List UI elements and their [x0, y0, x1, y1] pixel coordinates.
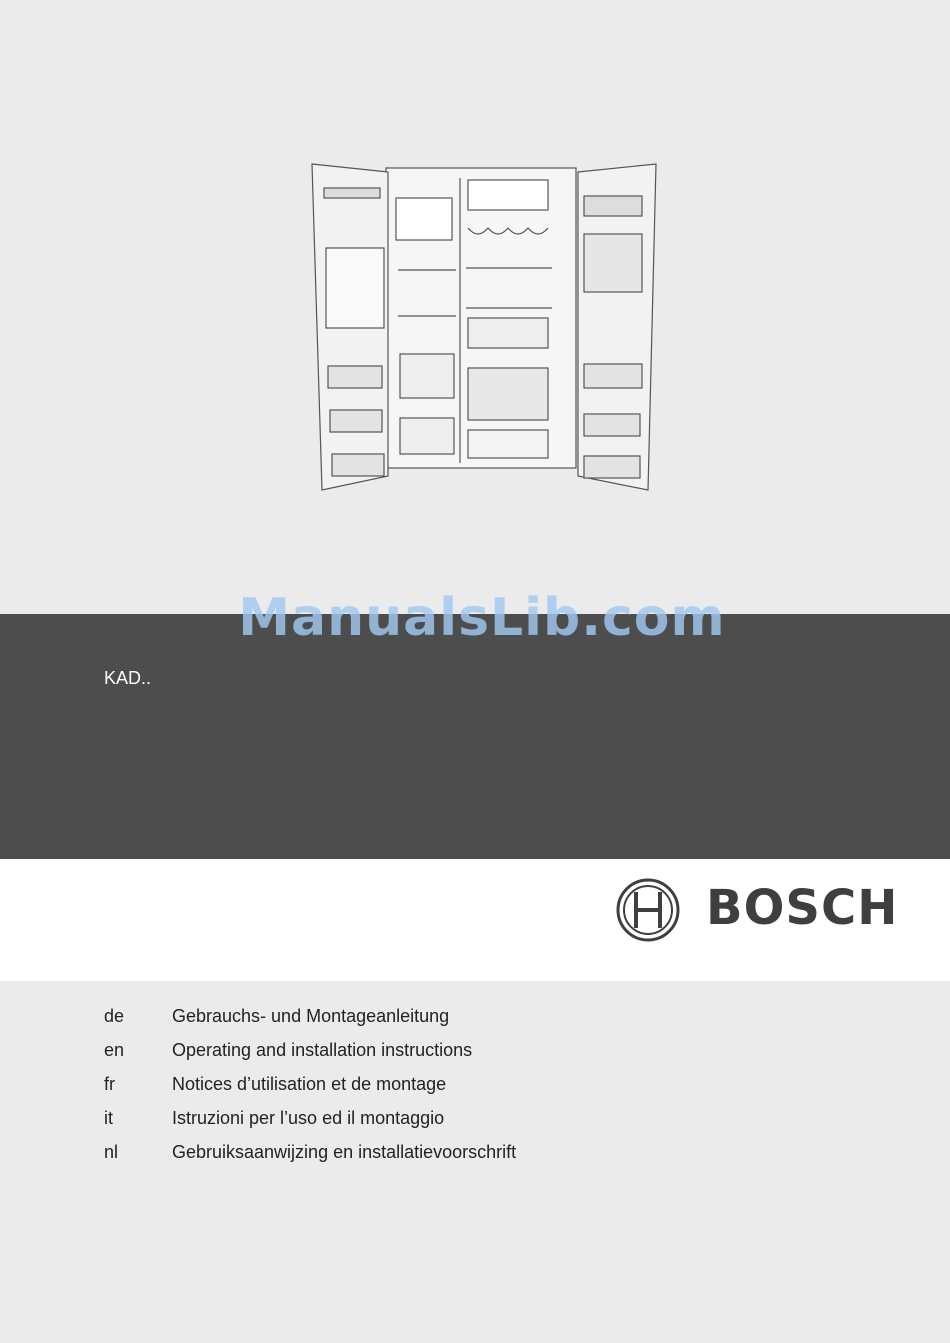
- fridge-illustration: [308, 158, 662, 498]
- language-code: nl: [104, 1142, 119, 1162]
- language-title: Notices d’utilisation et de montage: [172, 1074, 447, 1094]
- language-title: Istruzioni per l’uso ed il montaggio: [172, 1108, 445, 1128]
- model-number: KAD..: [104, 668, 152, 688]
- list-item: [104, 1142, 516, 1176]
- language-code: it: [104, 1108, 113, 1128]
- language-code: en: [104, 1040, 125, 1060]
- language-code: de: [104, 1006, 125, 1026]
- watermark: ManualsLib.com: [238, 588, 726, 648]
- language-code: fr: [104, 1074, 115, 1094]
- brand-logo: BOSCH: [706, 880, 899, 936]
- list-item: [104, 1074, 516, 1108]
- language-title: Gebruiksaanwijzing en installatievoorschrift: [172, 1142, 517, 1162]
- list-item: [104, 1108, 516, 1142]
- language-title: Operating and installation instructions: [172, 1040, 473, 1060]
- language-list: [104, 1006, 516, 1176]
- bosch-armature-icon: [616, 878, 680, 942]
- illustration-panel: [0, 0, 950, 614]
- list-item: [104, 1040, 516, 1074]
- model-band: [0, 614, 950, 859]
- language-title: Gebrauchs- und Montageanleitung: [172, 1006, 450, 1026]
- list-item: [104, 1006, 516, 1040]
